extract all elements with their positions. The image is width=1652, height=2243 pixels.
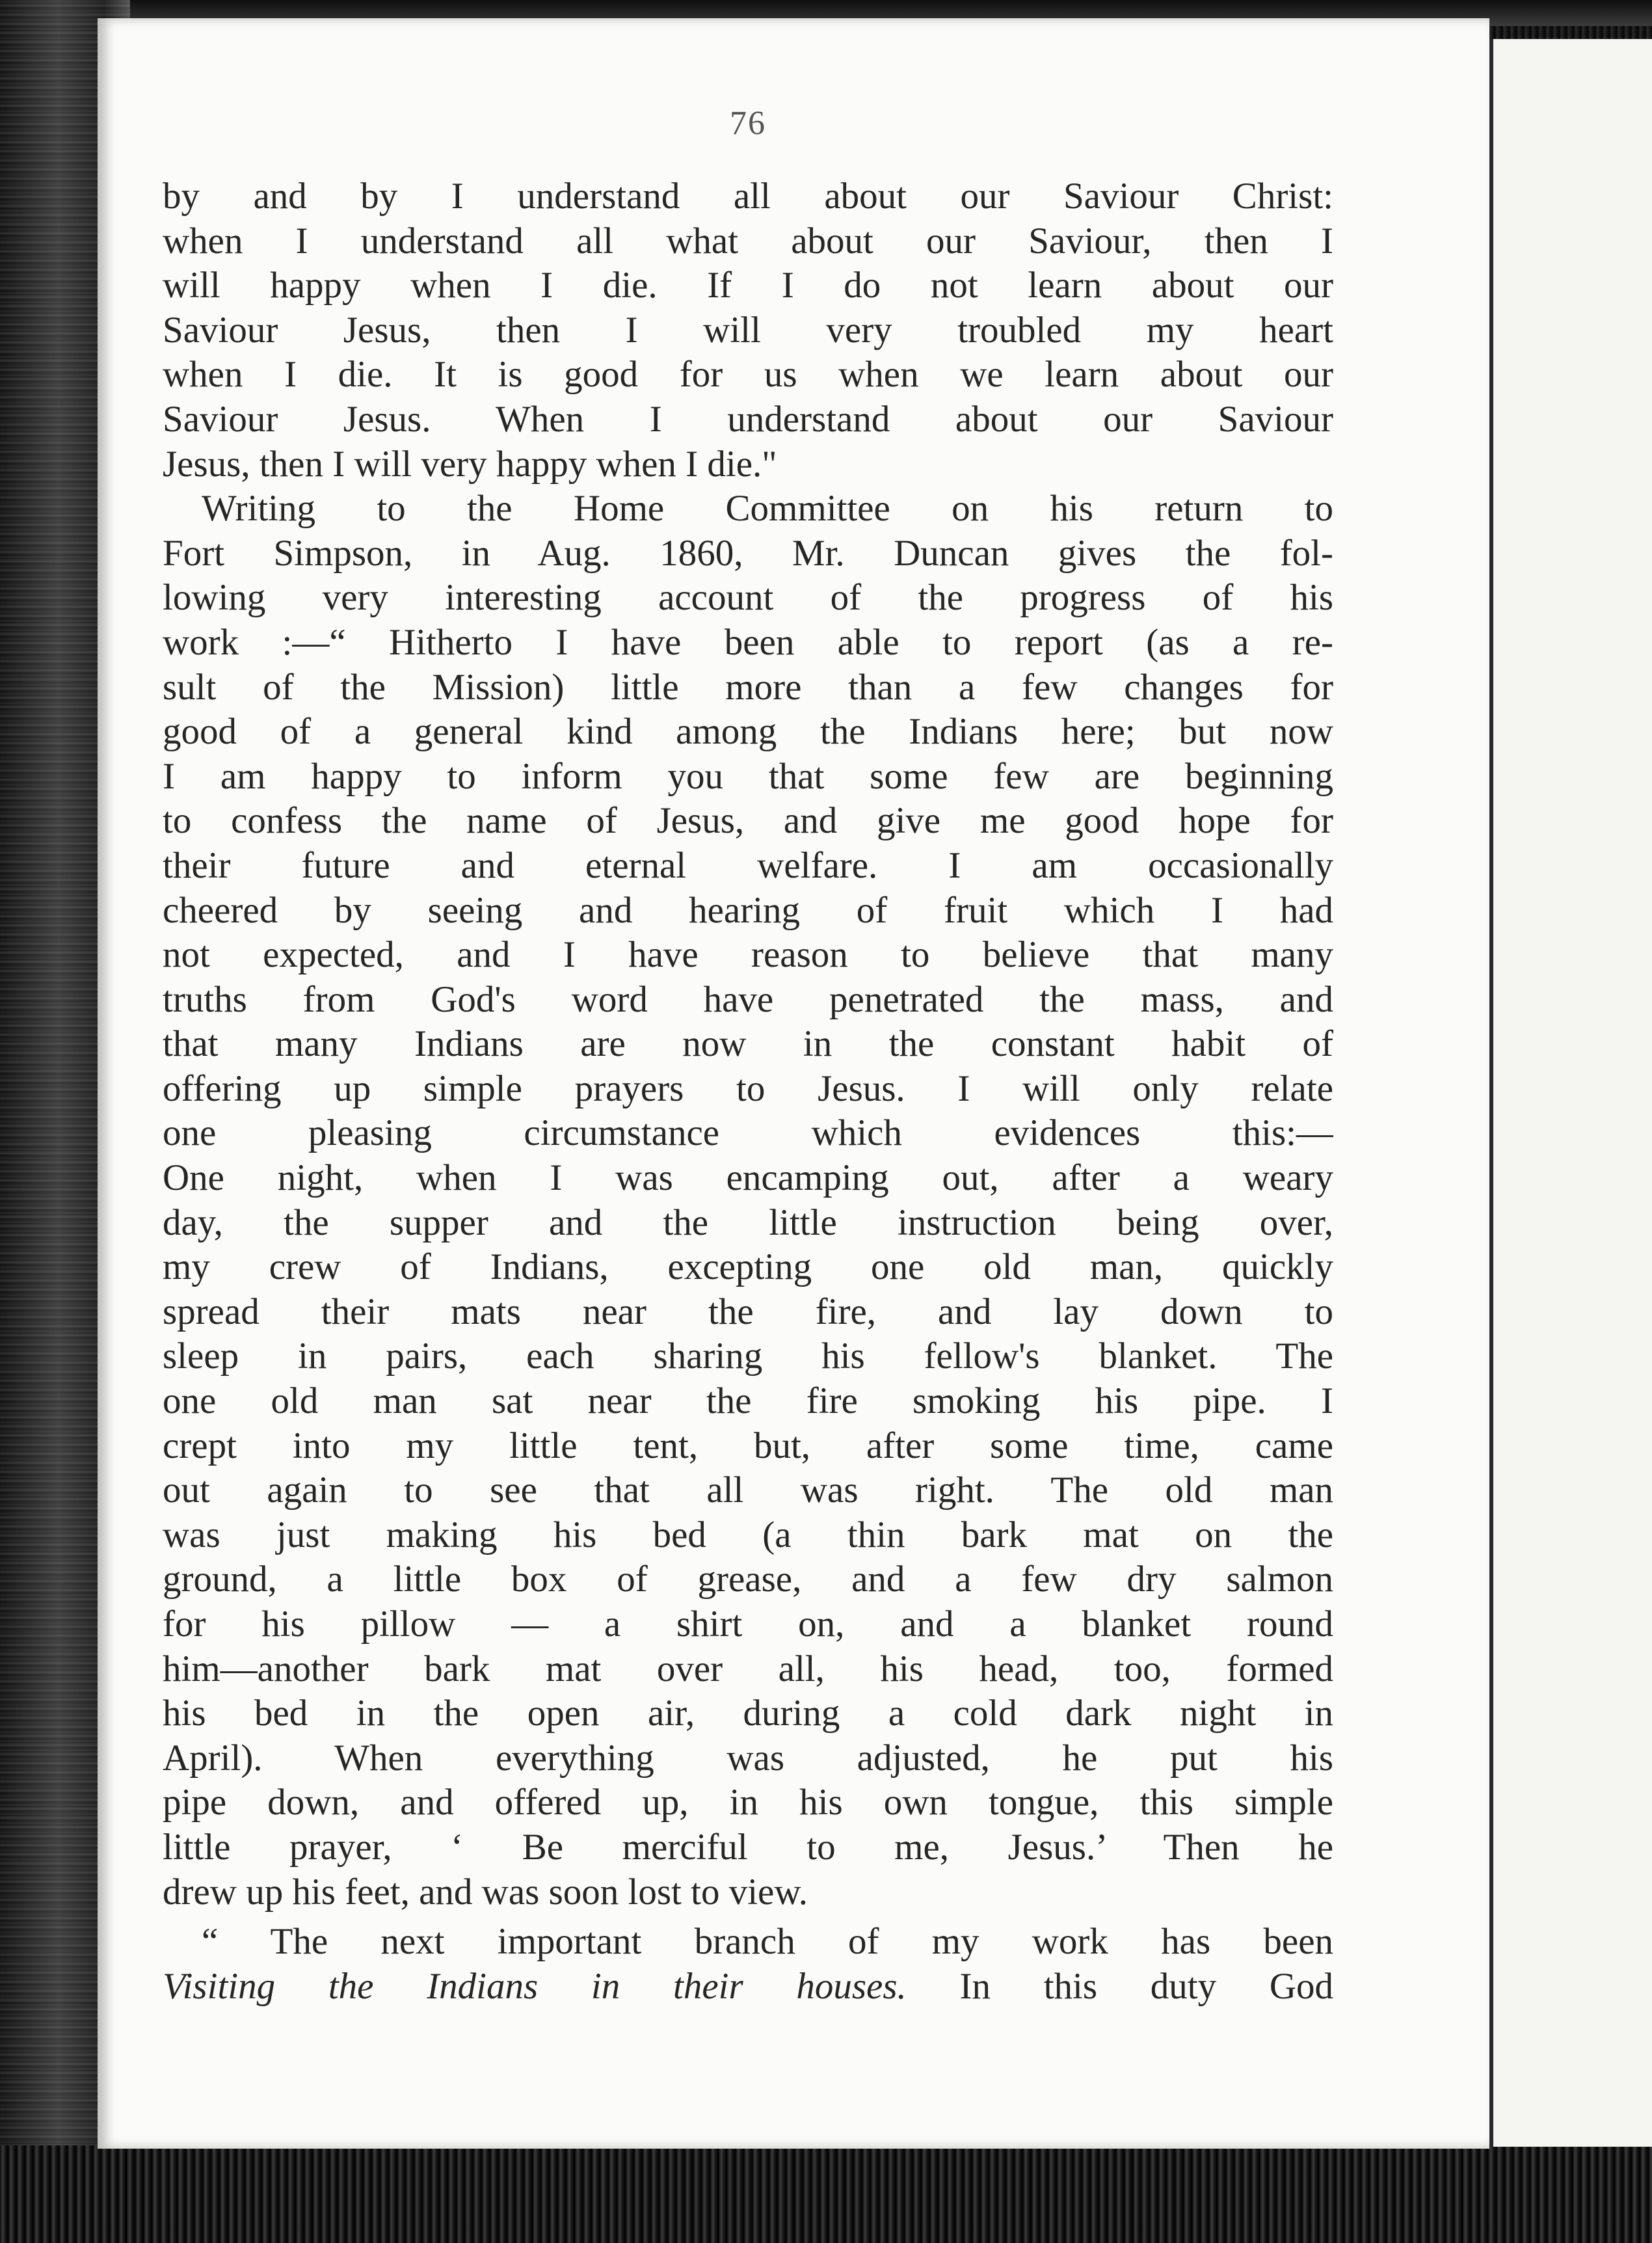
text-line: Saviour Jesus. When I understand about our Saviour: [163, 398, 1333, 440]
text-line: “ The next important branch of my work has been: [202, 1921, 1333, 1963]
text-line: pipe down, and offered up, in his own tongue, this simple: [163, 1782, 1333, 1823]
text-line: Jesus, then I will very happy when I die.": [163, 443, 777, 485]
text-line: their future and eternal welfare. I am occasionally: [163, 844, 1333, 886]
paragraph-quote-end: [163, 174, 1333, 487]
text-line: cheered by seeing and hearing of fruit which I had: [163, 889, 1333, 931]
paragraph-letter: [163, 487, 1333, 1914]
text-line-mixed: [163, 1965, 1333, 2009]
paragraph-gap: [163, 1914, 1333, 1920]
text-line: crept into my little tent, but, after some time, came: [163, 1425, 1333, 1466]
text-line: when I die. It is good for us when we learn about our: [163, 354, 1333, 396]
text-line: drew up his feet, and was soon lost to view.: [163, 1871, 808, 1913]
bottom-scan-border: [0, 2145, 1652, 2243]
text-line: truths from God's word have penetrated the mass, and: [163, 978, 1333, 1020]
page-number: 76: [730, 105, 766, 142]
text-line: my crew of Indians, excepting one old man, quickly: [163, 1246, 1333, 1288]
text-line: Saviour Jesus, then I will very troubled my heart: [163, 309, 1333, 351]
facing-page-edge: [1489, 39, 1652, 2147]
text-line: Fort Simpson, in Aug. 1860, Mr. Duncan gives the fol-: [163, 532, 1333, 574]
text-line: little prayer, ‘ Be merciful to me, Jesus.’ Then he: [163, 1826, 1333, 1868]
text-line: by and by I understand all about our Saviour Christ:: [163, 176, 1333, 217]
text-line: one old man sat near the fire smoking his pipe. I: [163, 1380, 1333, 1422]
text-line: spread their mats near the fire, and lay down to: [163, 1291, 1333, 1332]
text-line: when I understand all what about our Saviour, then I: [163, 220, 1333, 262]
text-line: ground, a little box of grease, and a few dry salmon: [163, 1559, 1333, 1600]
text-line: sult of the Mission) little more than a few changes for: [163, 666, 1333, 708]
text-line: offering up simple prayers to Jesus. I will only relate: [163, 1068, 1333, 1109]
text-line: Writing to the Home Committee on his return to: [202, 488, 1333, 530]
text-line: out again to see that all was right. The old man: [163, 1470, 1333, 1511]
text-line: will happy when I die. If I do not learn about our: [163, 265, 1333, 306]
text-line: one pleasing circumstance which evidences this:—: [163, 1112, 1333, 1154]
text-line: his bed in the open air, during a cold dark night in: [163, 1693, 1333, 1734]
text-line: for his pillow — a shirt on, and a blanket round: [163, 1604, 1333, 1645]
page-text: [163, 104, 1333, 2009]
text-line: not expected, and I have reason to believe that many: [163, 934, 1333, 976]
text-line: that many Indians are now in the constant habit of: [163, 1023, 1333, 1065]
text-line: him—another bark mat over all, his head, too, formed: [163, 1648, 1333, 1689]
text-line: April). When everything was adjusted, he put his: [163, 1737, 1333, 1779]
text-line: good of a general kind among the Indians here; but now: [163, 711, 1333, 753]
text-line: day, the supper and the little instruction being over,: [163, 1202, 1333, 1243]
text-fragment: In this duty God: [906, 1965, 1333, 2007]
italic-phrase: Visiting the Indians in their houses.: [163, 1965, 907, 2007]
paragraph-visiting: [163, 1920, 1333, 2009]
text-line: I am happy to inform you that some few are beginning: [163, 755, 1333, 797]
text-line: lowing very interesting account of the progress of his: [163, 577, 1333, 619]
text-line: to confess the name of Jesus, and give me good hope for: [163, 800, 1333, 842]
text-line: sleep in pairs, each sharing his fellow's blanket. The: [163, 1336, 1333, 1377]
text-line: was just making his bed (a thin bark mat on the: [163, 1514, 1333, 1555]
text-line: One night, when I was encamping out, after a weary: [163, 1157, 1333, 1199]
text-line: work :—“ Hitherto I have been able to report (as a re-: [163, 621, 1333, 663]
